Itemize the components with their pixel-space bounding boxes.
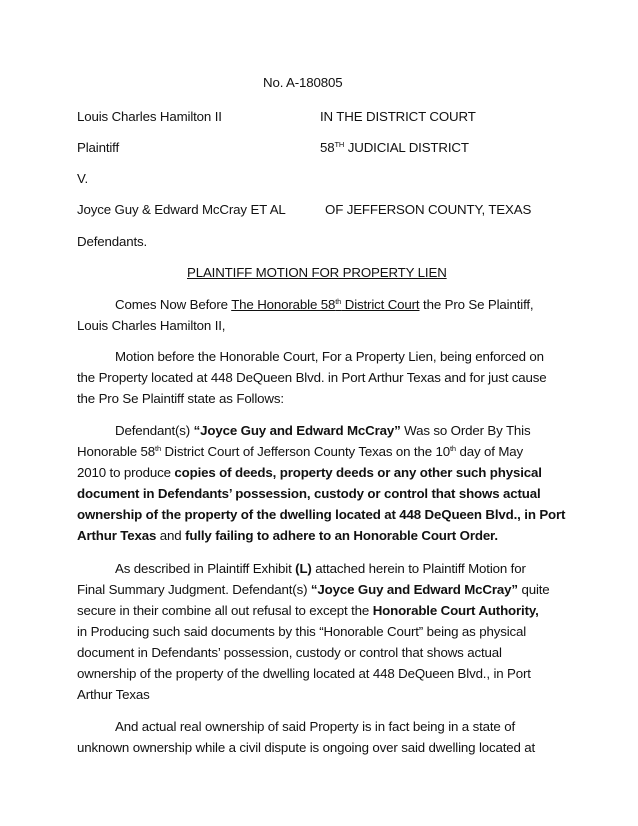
paragraph-1-line-1: Comes Now Before The Honorable 58th District Court the Pro Se Plaintiff, [115,297,534,312]
paragraph-1-line-2: Louis Charles Hamilton II, [77,318,226,333]
paragraph-4-line-7: Arthur Texas [77,687,150,702]
plaintiff-label: Plaintiff [77,140,120,155]
paragraph-4-line-6: ownership of the property of the dwelling located at 448 DeQueen Blvd., in Port [77,666,531,681]
paragraph-3-line-5: ownership of the property of the dwelling located at 448 DeQueen Blvd., in Port [77,507,566,522]
defendants-label: Defendants. [77,234,148,249]
court-line-1: IN THE DISTRICT COURT [320,109,476,124]
case-number: No. A-180805 [263,75,343,90]
versus: V. [77,171,89,186]
court-line-2: 58TH JUDICIAL DISTRICT [320,140,469,155]
motion-title: PLAINTIFF MOTION FOR PROPERTY LIEN [187,265,447,280]
paragraph-3-line-3: 2010 to produce copies of deeds, property deeds or any other such physical [77,465,542,480]
paragraph-3-line-2: Honorable 58th District Court of Jefferson County Texas on the 10th day of May [77,444,524,459]
paragraph-4-line-4: in Producing such said documents by this “Honorable Court” being as physical [77,624,527,639]
paragraph-5-line-2: unknown ownership while a civil dispute is ongoing over said dwelling located at [77,740,536,755]
defendant-names: Joyce Guy & Edward McCray ET AL [77,202,286,217]
paragraph-4-line-1: As described in Plaintiff Exhibit (L) attached herein to Plaintiff Motion for [115,561,526,576]
paragraph-4-line-2: Final Summary Judgment. Defendant(s) “Joyce Guy and Edward McCray” quite [77,582,550,597]
paragraph-3-line-6: Arthur Texas and fully failing to adhere to an Honorable Court Order. [77,528,498,543]
paragraph-3-line-1: Defendant(s) “Joyce Guy and Edward McCray” Was so Order By This [115,423,531,438]
paragraph-5-line-1: And actual real ownership of said Property is in fact being in a state of [115,719,516,734]
plaintiff-name: Louis Charles Hamilton II [77,109,222,124]
paragraph-2-line-2: the Property located at 448 DeQueen Blvd. in Port Arthur Texas and for just cause [77,370,547,385]
paragraph-4-line-3: secure in their combine all out refusal to except the Honorable Court Authority, [77,603,539,618]
paragraph-3-line-4: document in Defendants’ possession, custody or control that shows actual [77,486,541,501]
paragraph-4-line-5: document in Defendants’ possession, custody or control that shows actual [77,645,502,660]
court-line-3: OF JEFFERSON COUNTY, TEXAS [325,202,532,217]
paragraph-2-line-3: the Pro Se Plaintiff state as Follows: [77,391,284,406]
court-name: The Honorable 58th District Court [231,297,420,312]
paragraph-2-line-1: Motion before the Honorable Court, For a Property Lien, being enforced on [115,349,544,364]
